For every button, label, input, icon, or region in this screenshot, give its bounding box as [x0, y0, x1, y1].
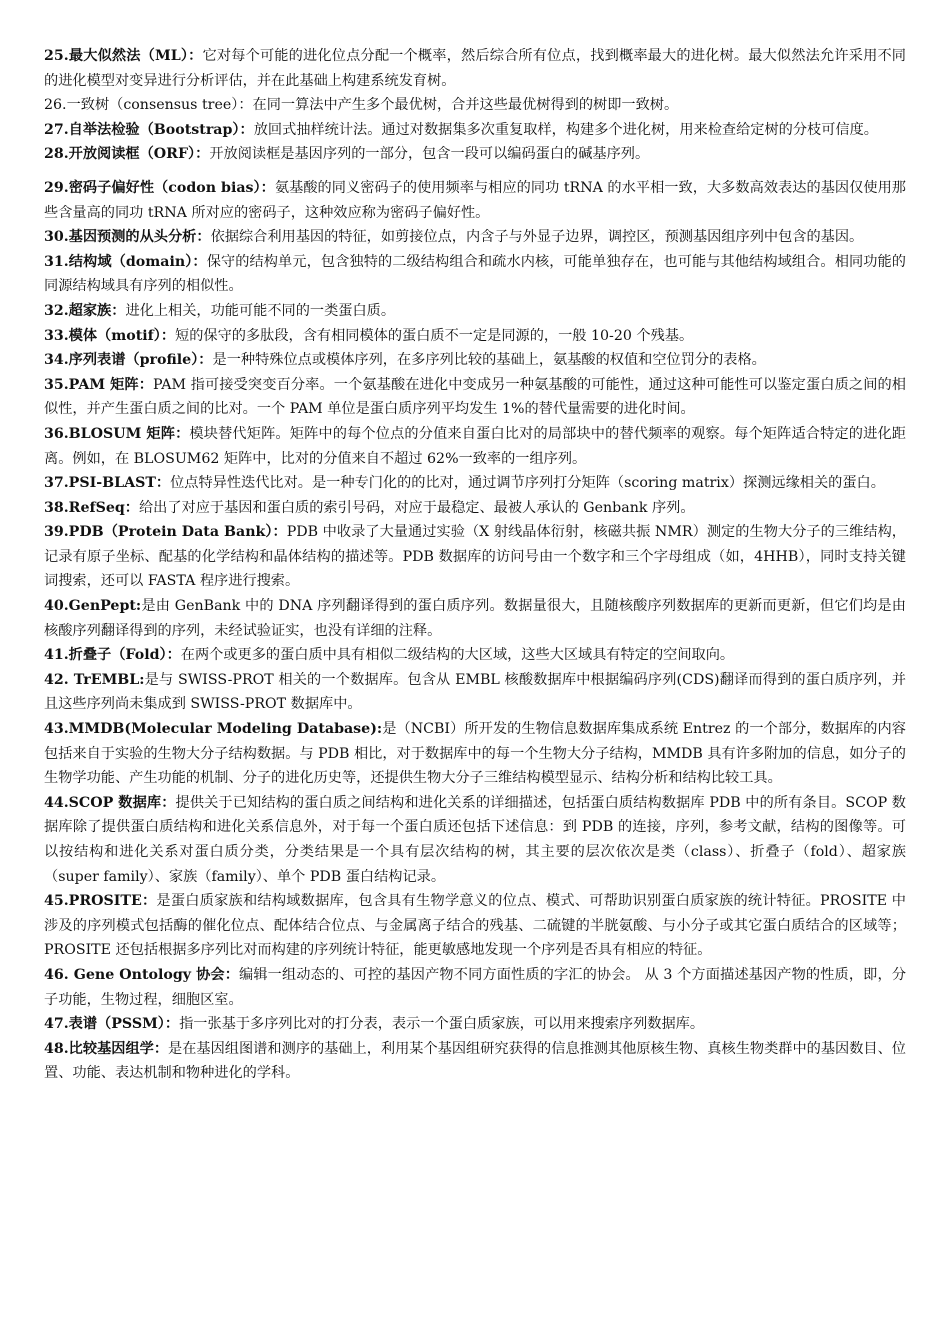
glossary-entry — [44, 717, 906, 791]
entry-term: 35.PAM 矩阵： — [44, 376, 154, 393]
glossary-entry — [44, 250, 906, 299]
entry-definition: 编辑一组动态的、可控的基因产物不同方面性质的字汇的协会。 从 3 个方面描述基因产物的性质，即，分子功能，生物过程，细胞区室。 — [44, 966, 907, 1008]
entry-definition: 是一种特殊位点或模体序列，在多序列比较的基础上，氨基酸的权值和空位罚分的表格。 — [212, 352, 766, 369]
glossary-entry — [44, 471, 906, 496]
entry-definition: 进化上相关，功能可能不同的一类蛋白质。 — [125, 302, 396, 319]
entry-definition: 短的保守的多肽段，含有相同模体的蛋白质不一定是同源的，一般 10-20 个残基。 — [175, 327, 694, 344]
entry-term: 44.SCOP 数据库： — [44, 794, 176, 811]
entry-definition: 模块替代矩阵。矩阵中的每个位点的分值来自蛋白比对的局部块中的替代频率的观察。每个矩阵适合特定的进化距离。例如，在 BLOSUM62 矩阵中，比对的分值来自不超过 62%一致率的一组序列。 — [44, 425, 906, 467]
glossary-entry — [44, 44, 906, 93]
entry-term: 42. TrEMBL: — [44, 671, 145, 688]
entry-term: 26.一致树（consensus tree）： — [44, 97, 253, 114]
entry-term: 36.BLOSUM 矩阵： — [44, 425, 190, 442]
glossary-entry — [44, 299, 906, 324]
entry-term: 38.RefSeq： — [44, 499, 139, 516]
entry-definition: PDB 中收录了大量通过实验（X 射线晶体衍射，核磁共振 NMR）测定的生物大分子的三维结构，记录有原子坐标、配基的化学结构和晶体结构的描述等。PDB 数据库的访问号由一个数字和三个字母组成（如，4HHB），同时支持关键词搜索，还可以 FASTA 程序进行搜索。 — [44, 524, 906, 590]
entry-definition: 是（NCBI）所开发的生物信息数据库集成系统 Entrez 的一个部分，数据库的内容包括来自于实验的生物大分子结构数据。与 PDB 相比，对于数据库中的每一个生物大分子结构，MMDB 具有许多附加的信息，如分子的生物学功能、产生功能的机制、分子的进化历史等，还提供生物大分子三维结构模型显示、结构分析和结构比较工具。 — [44, 721, 906, 787]
entry-definition: 位点特异性迭代比对。是一种专门化的的比对，通过调节序列打分矩阵（scoring matrix）探测远缘相关的蛋白。 — [170, 475, 885, 492]
entry-term: 39.PDB（Protein Data Bank）： — [44, 524, 287, 541]
glossary-entry — [44, 1012, 906, 1037]
glossary-entry — [44, 373, 906, 422]
entry-term: 37.PSI-BLAST： — [44, 475, 171, 492]
entry-term: 45.PROSITE： — [44, 893, 157, 910]
entry-term: 32.超家族： — [44, 302, 126, 319]
entry-term: 29.密码子偏好性（codon bias）： — [44, 179, 275, 196]
entry-definition: 它对每个可能的进化位点分配一个概率，然后综合所有位点，找到概率最大的进化树。最大似然法允许采用不同的进化模型对变异进行分析评估，并在此基础上构建系统发育树。 — [44, 48, 906, 89]
entry-term: 27.自举法检验（Bootstrap）： — [44, 121, 254, 138]
entry-term: 28.开放阅读框（ORF）： — [44, 146, 210, 163]
glossary-entry — [44, 93, 906, 118]
glossary-entry — [44, 496, 906, 521]
glossary-entry — [44, 348, 906, 373]
glossary-entry — [44, 118, 906, 143]
glossary-entry — [44, 422, 906, 471]
glossary-entry — [44, 1037, 906, 1086]
entry-definition: 给出了对应于基因和蛋白质的索引号码，对应于最稳定、最被人承认的 Genbank 序列。 — [138, 499, 695, 516]
glossary-entry — [44, 643, 906, 668]
entry-term: 43.MMDB(Molecular Modeling Database): — [44, 721, 383, 738]
entry-definition: 放回式抽样统计法。通过对数据集多次重复取样，构建多个进化树，用来检查给定树的分枝可信度。 — [253, 121, 878, 138]
entry-definition: 在同一算法中产生多个最优树，合并这些最优树得到的树即一致树。 — [252, 97, 679, 114]
entry-definition: 在两个或更多的蛋白质中具有相似二级结构的大区域，这些大区域具有特定的空间取向。 — [180, 647, 735, 664]
entry-definition: PAM 指可接受突变百分率。一个氨基酸在进化中变成另一种氨基酸的可能性，通过这种可能性可以鉴定蛋白质之间的相似性，并产生蛋白质之间的比对。一个 PAM 单位是蛋白质序列平均发生 1%的替代量需要的进化时间。 — [44, 376, 906, 418]
entry-definition: 提供关于已知结构的蛋白质之间结构和进化关系的详细描述，包括蛋白质结构数据库 PDB 中的所有条目。SCOP 数据库除了提供蛋白质结构和进化关系信息外，对于每一个蛋白质还包括下述信息：到 PDB 的连接，序列，参考文献，结构的图像等。可以按结构和进化关系对蛋白质分类，分类结果是一个具有层次结构的树，其主要的层次依次是类（class）、折叠子（fold）、超家族（super family）、家族（family）、单个 PDB 蛋白结构记录。 — [44, 794, 906, 885]
entry-term: 41.折叠子（Fold）： — [44, 647, 181, 664]
entry-term: 40.GenPept: — [44, 598, 142, 615]
entry-definition: 是与 SWISS-PROT 相关的一个数据库。包含从 EMBL 核酸数据库中根据编码序列(CDS)翻译而得到的蛋白质序列，并且这些序列尚未集成到 SWISS-PROT 数据库中。 — [44, 671, 906, 713]
entry-term: 47.表谱（PSSM）： — [44, 1016, 180, 1033]
glossary-entry — [44, 889, 906, 963]
entry-term: 31.结构域（domain）： — [44, 253, 207, 270]
entry-definition: 指一张基于多序列比对的打分表，表示一个蛋白质家族，可以用来搜索序列数据库。 — [179, 1016, 705, 1033]
glossary-entry — [44, 791, 906, 889]
entry-definition: 开放阅读框是基因序列的一部分，包含一段可以编码蛋白的碱基序列。 — [209, 146, 650, 163]
glossary-entry — [44, 963, 906, 1012]
entry-term: 48.比较基因组学： — [44, 1040, 169, 1057]
glossary-entry — [44, 176, 906, 225]
glossary-entry — [44, 324, 906, 349]
entry-term: 25.最大似然法（ML）： — [44, 48, 203, 64]
entry-definition: 是在基因组图谱和测序的基础上，利用某个基因组研究获得的信息推测其他原核生物、真核生物类群中的基因数目、位置、功能、表达机制和物种进化的学科。 — [44, 1040, 906, 1082]
glossary-entry — [44, 668, 906, 717]
glossary-entry — [44, 594, 906, 643]
entry-term: 46. Gene Ontology 协会： — [44, 966, 240, 983]
entry-term: 30.基因预测的从头分析： — [44, 229, 211, 246]
entry-definition: 保守的结构单元，包含独特的二级结构组合和疏水内核，可能单独存在，也可能与其他结构域组合。相同功能的同源结构域具有序列的相似性。 — [44, 253, 906, 295]
entry-definition: 氨基酸的同义密码子的使用频率与相应的同功 tRNA 的水平相一致，大多数高效表达的基因仅使用那些含量高的同功 tRNA 所对应的密码子，这种效应称为密码子偏好性。 — [44, 179, 906, 221]
entry-definition: 是由 GenBank 中的 DNA 序列翻译得到的蛋白质序列。数据量很大，且随核酸序列数据库的更新而更新，但它们均是由核酸序列翻译得到的序列，未经试验证实，也没有详细的注释。 — [44, 598, 906, 639]
entry-term: 34.序列表谱（profile）： — [44, 352, 213, 369]
glossary-entry — [44, 520, 906, 594]
entry-definition: 依据综合利用基因的特征，如剪接位点，内含子与外显子边界，调控区，预测基因组序列中包含的基因。 — [210, 229, 864, 246]
glossary-entry — [44, 225, 906, 250]
entry-definition: 是蛋白质家族和结构域数据库，包含具有生物学意义的位点、模式、可帮助识别蛋白质家族的统计特征。PROSITE 中涉及的序列模式包括酶的催化位点、配体结合位点、与金属离子结合的残基、二硫键的半胱氨酸、与小分子或其它蛋白质结合的区域等；PROSITE 还包括根据多序列比对而构建的序列统计特征，能更敏感地发现一个序列是否具有相应的特征。 — [44, 893, 906, 959]
entry-term: 33.模体（motif）： — [44, 327, 176, 344]
glossary-entry — [44, 142, 906, 167]
